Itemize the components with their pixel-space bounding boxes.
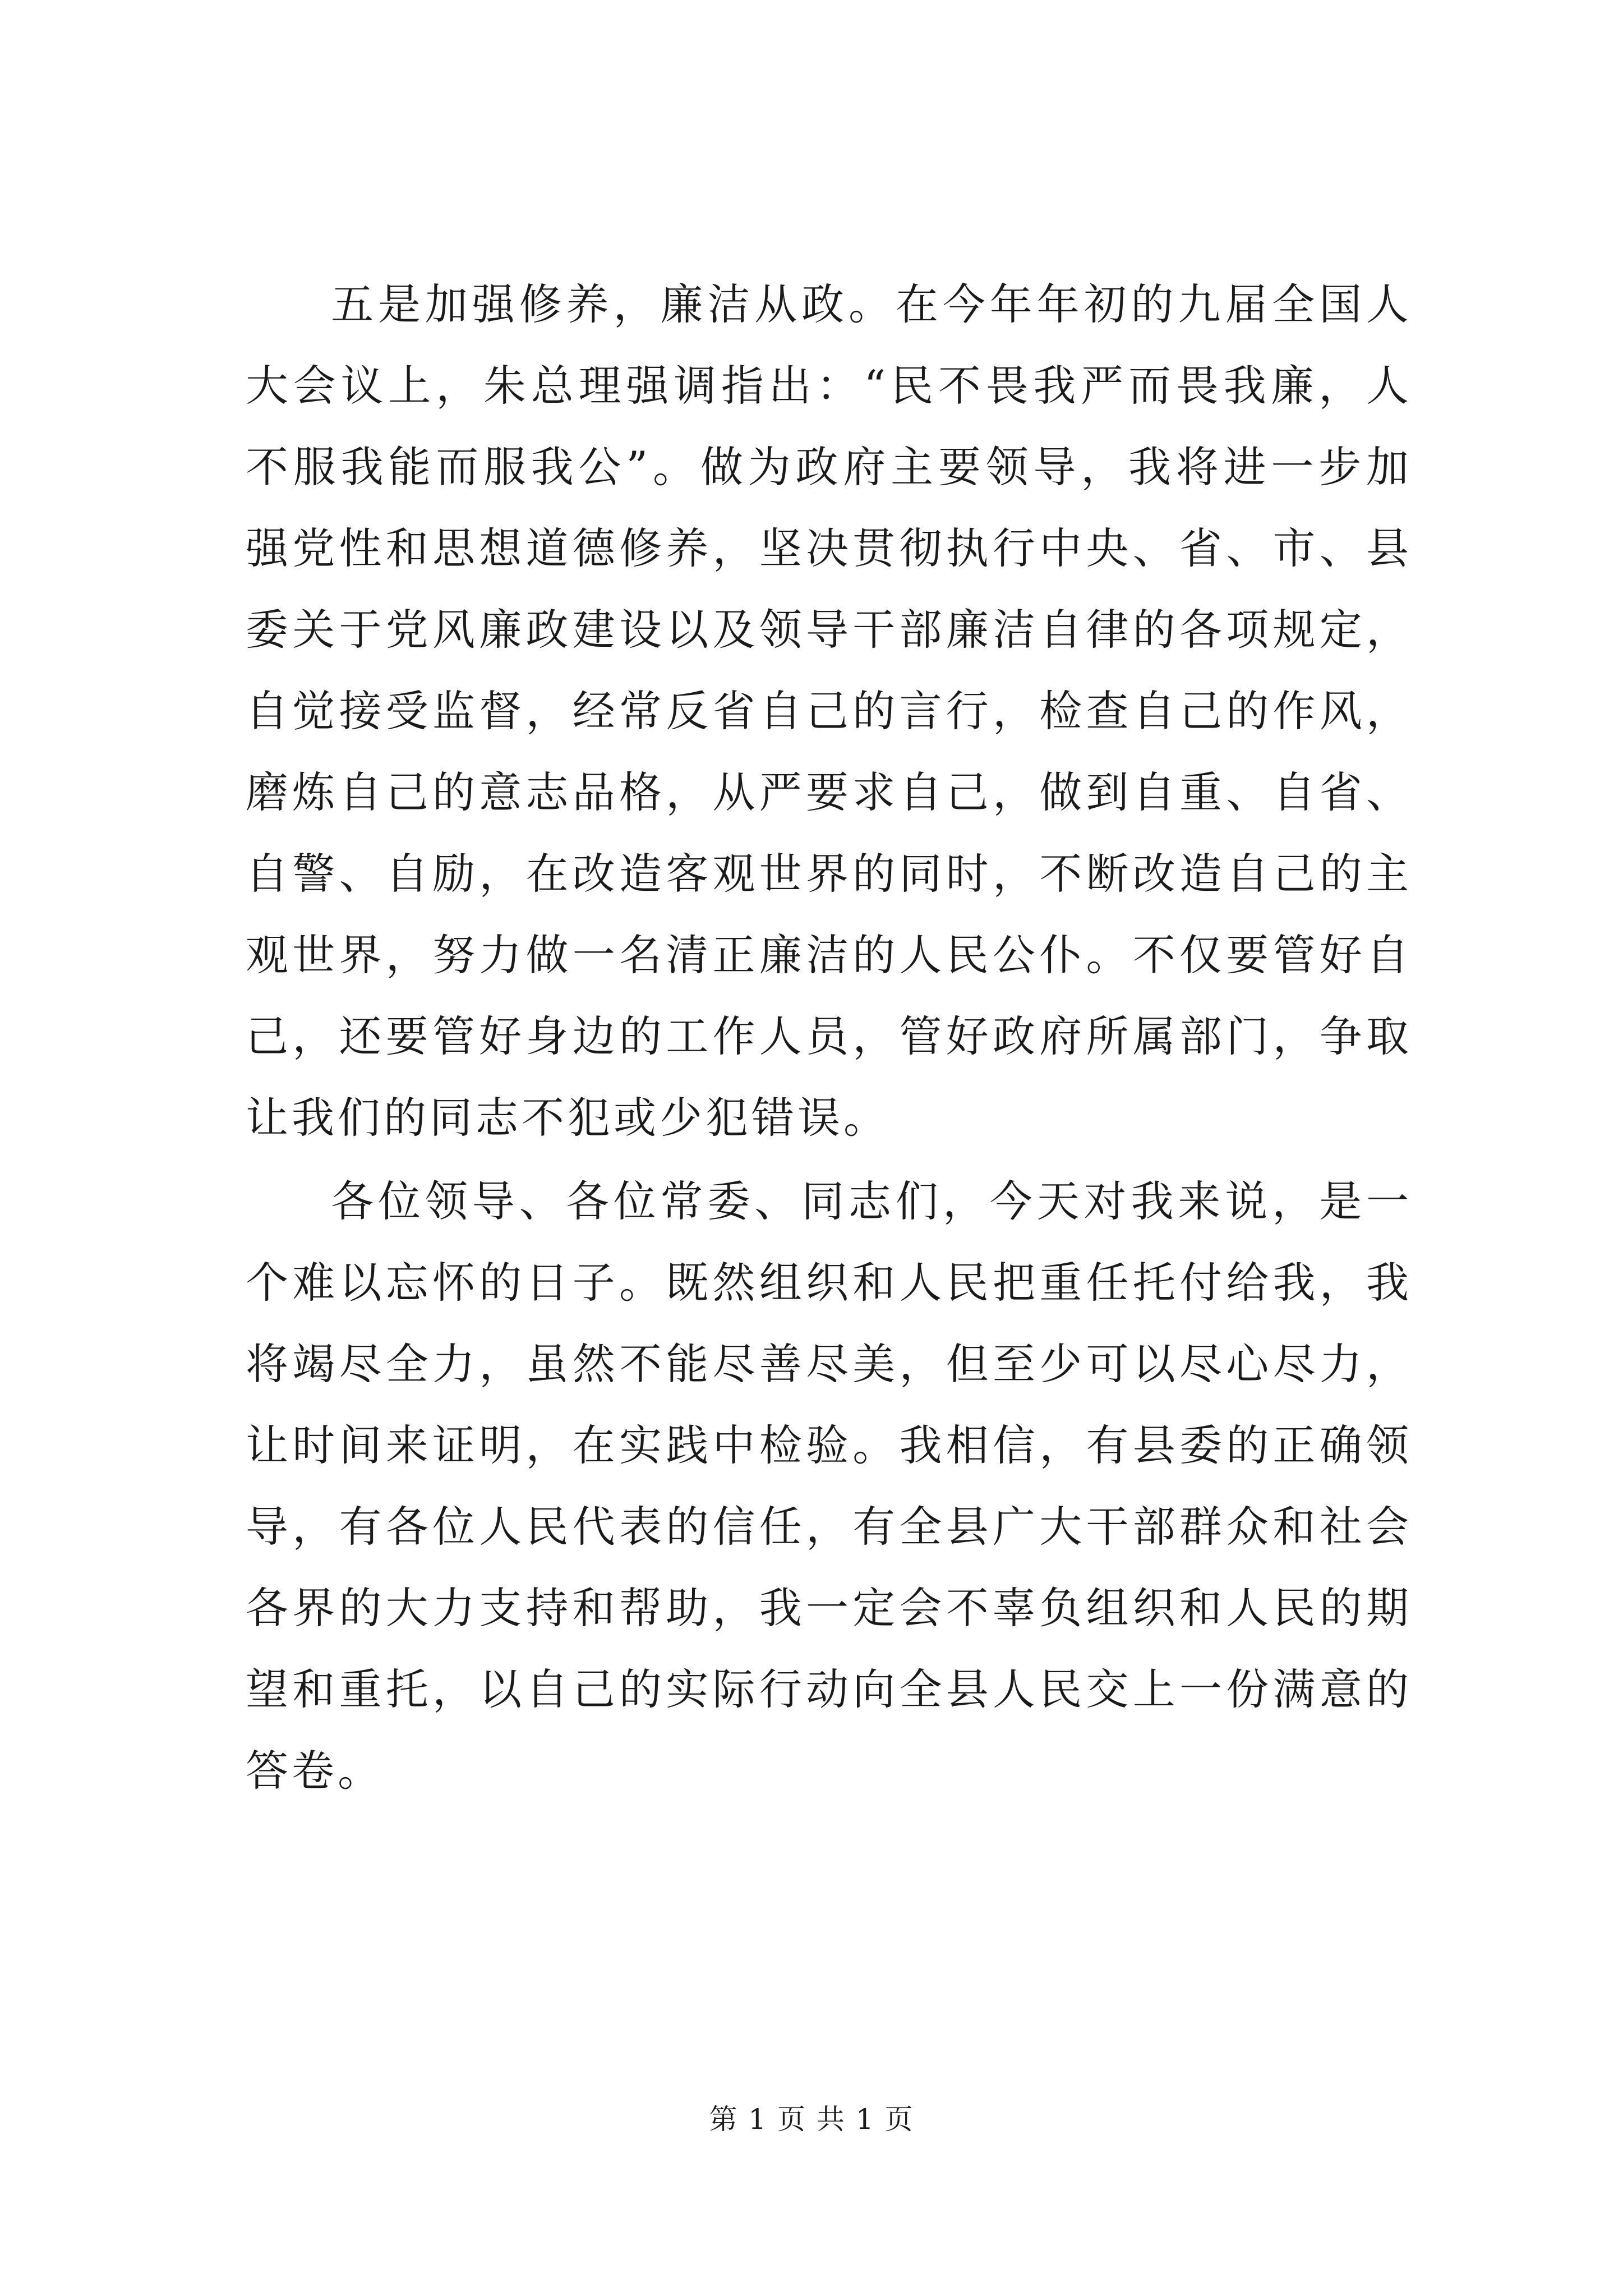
paragraph-integrity: 五是加强修养，廉洁从政。在今年年初的九届全国人大会议上，朱总理强调指出：“民不畏我严而畏我廉，人不服我能而服我公”。做为政府主要领导，我将进一步加强党性和思想道德修养，坚决贯彻执行中央、省、市、县委关于党风廉政建设以及领导干部廉洁自律的各项规定，自觉接受监督，经常反省自己的言行，检查自己的作风，磨炼自己的意志品格，从严要求自己，做到自重、自省、自警、自励，在改造客观世界的同时，不断改造自己的主观世界，努力做一名清正廉洁的人民公仆。不仅要管好自己，还要管好身边的工作人员，管好政府所属部门，争取让我们的同志不犯或少犯错误。	[246, 279, 1412, 1143]
paragraph-closing: 各位领导、各位常委、同志们，今天对我来说，是一个难以忘怀的日子。既然组织和人民把重任托付给我，我将竭尽全力，虽然不能尽善尽美，但至少可以尽心尽力，让时间来证明，在实践中检验。我相信，有县委的正确领导，有各位人民代表的信任，有全县广大干部群众和社会各界的大力支持和帮助，我一定会不辜负组织和人民的期望和重托，以自己的实际行动向全县人民交上一份满意的答卷。	[246, 1176, 1412, 1796]
page-number-footer: 第 1 页 共 1 页	[709, 2103, 914, 2136]
document-body	[246, 264, 1412, 1814]
